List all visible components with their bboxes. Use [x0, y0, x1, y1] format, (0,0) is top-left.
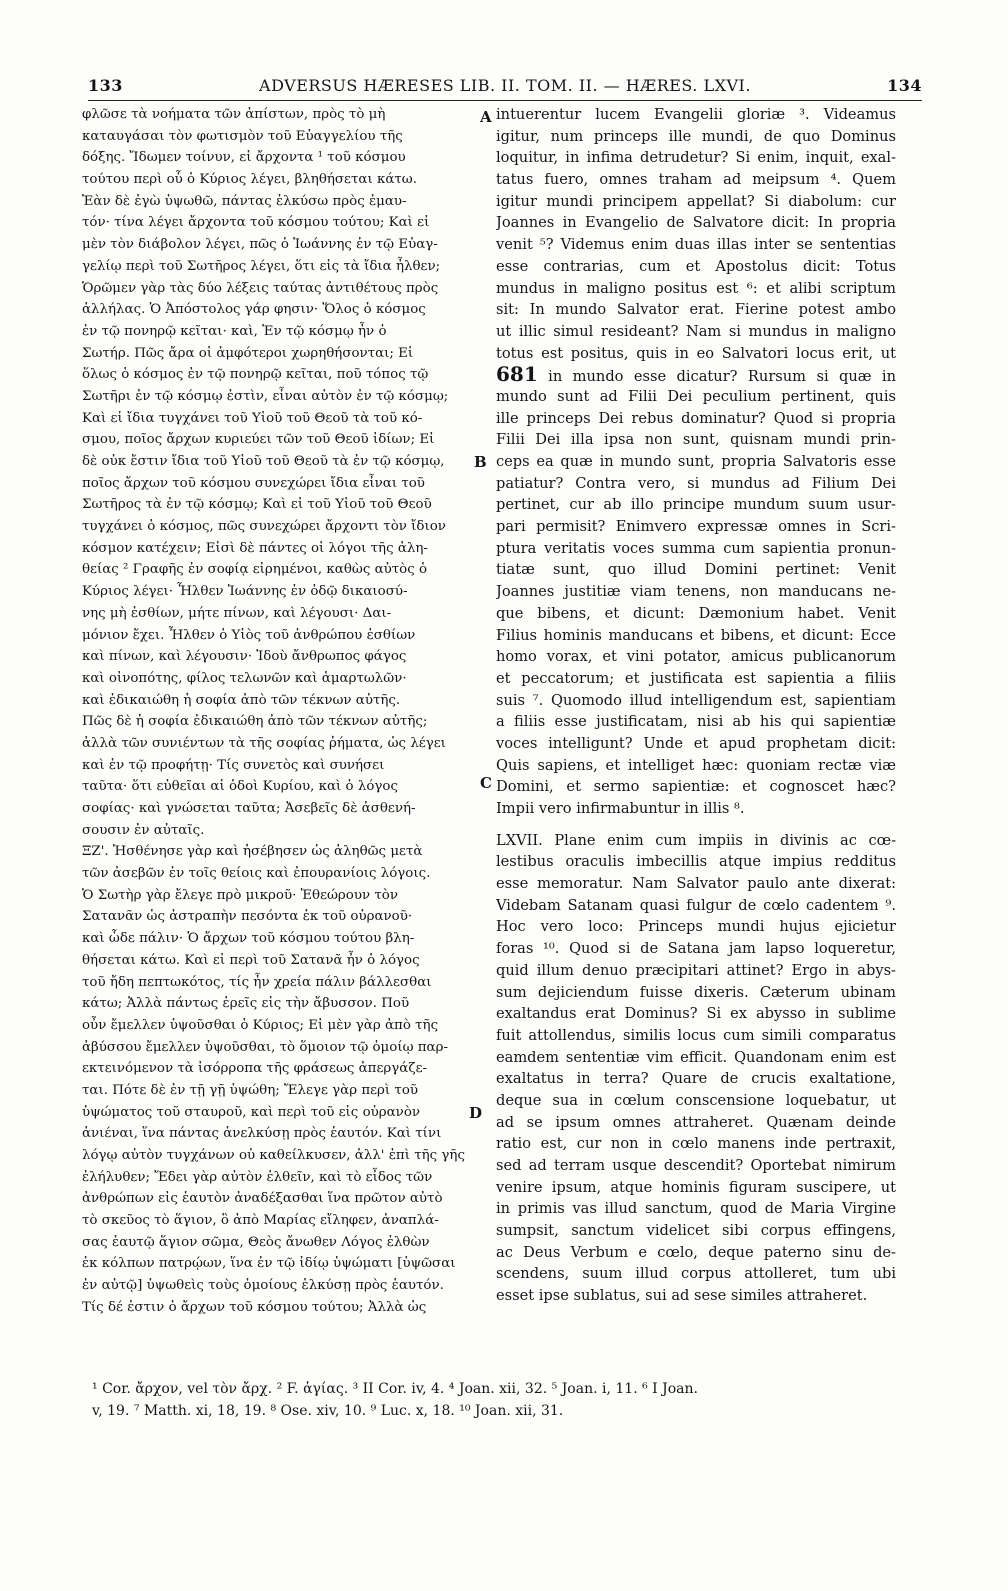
latin-line: in primis vas illud sanctum, quod de Maria Virgine	[496, 1200, 896, 1218]
greek-line: Τίς δέ ἐστιν ὁ ἄρχων τοῦ κόσμου τούτου; Ἀλλὰ ὡς	[82, 1299, 427, 1315]
latin-line: exaltatus in terra? Quare de crucis exaltatione,	[496, 1070, 896, 1088]
greek-line: καὶ ὧδε πάλιν· Ὁ ἄρχων τοῦ κόσμου τούτου βλη-	[82, 931, 415, 947]
latin-line: quid illum denuo præcipitari attinet? Ergo in abys-	[496, 961, 896, 979]
greek-line: κάτω; Ἀλλὰ πάντως ἐρεῖς εἰς τὴν ἄβυσσον. Ποῦ	[82, 996, 410, 1012]
greek-line: καὶ οἰνοπότης, φίλος τελωνῶν καὶ ἁμαρτωλῶν·	[82, 670, 407, 686]
header-rule	[88, 100, 922, 101]
latin-line: sit: In mundo Salvator erat. Fierine potest ambo	[496, 301, 896, 319]
latin-line: esse memoratur. Nam Salvator paulo ante dixerat:	[496, 875, 896, 893]
greek-line: λόγῳ αὐτὸν τυγχάνων οὐ καθείλκυσεν, ἀλλ' ἐπὶ τῆς γῆς	[82, 1148, 465, 1163]
greek-line: Σωτῆρι ἐν τῷ κόσμῳ ἐστὶν, εἶναι αὐτὸν ἐν τῷ κόσμῳ;	[82, 388, 449, 404]
latin-line: ceps ea quæ in mundo sunt, propria Salvatoris esse	[496, 453, 896, 470]
latin-line: que bibens, et dicunt: Dæmonium habet. Venit	[496, 604, 896, 622]
latin-line: ille princeps Dei rebus dominatur? Quod si propria	[496, 409, 896, 427]
latin-line: patiatur? Contra vero, si mundus ad Filium Dei	[496, 474, 896, 492]
greek-line: ὑψώματος τοῦ σταυροῦ, καὶ περὶ τοῦ εἰς οὐρανὸν	[82, 1104, 421, 1120]
latin-line: pari permisit? Enimvero expressæ omnes in Scri-	[496, 518, 896, 536]
greek-line: Σωτῆρος τὰ ἐν τῷ κόσμῳ; Καὶ εἰ τοῦ Υἱοῦ τοῦ Θεοῦ	[82, 497, 432, 513]
latin-line: tatus fuero, omnes traham ad meipsum ⁴. Quem	[496, 171, 896, 189]
latin-line: Domini, et sermo sapientiæ: et cognoscet hæc?	[496, 778, 896, 796]
latin-line: exaltandus erat Dominus? Si ex abysso in sublime	[496, 1005, 896, 1023]
latin-line: igitur, num princeps ille mundi, de quo Dominus	[496, 127, 896, 145]
latin-line: ptura veritatis voces summa cum sapientia pronun-	[496, 539, 896, 557]
latin-line: homo vorax, et vini potator, amicus publicanorum	[496, 648, 896, 666]
latin-line: Quis sapiens, et intelliget hæc: quoniam rectæ viæ	[496, 756, 896, 774]
latin-line: Filius hominis manducans et bibens, et dicunt: Ecce	[496, 626, 896, 644]
margin-letter-b: B	[474, 453, 487, 471]
latin-line: et peccatorum; et justificata est sapientia a filiis	[496, 669, 896, 687]
greek-line: φλῶσε τὰ νοήματα τῶν ἀπίστων, πρὸς τὸ μὴ	[82, 107, 386, 122]
greek-line: τυγχάνει ὁ κόσμος, πῶς συνεχώρει ἄρχοντι τὸν ἴδιον	[82, 519, 446, 535]
greek-line: ἀλλήλας. Ὁ Ἀπόστολος γάρ φησιν· Ὅλος ὁ κόσμος	[82, 302, 426, 318]
greek-line: δόξης. Ἴδωμεν τοίνυν, εἰ ἄρχοντα ¹ τοῦ κόσμου	[82, 150, 406, 166]
latin-line: Hoc vero loco: Princeps mundi hujus ejicietur	[496, 918, 896, 936]
latin-line: mundus in maligno positus est ⁶: et alibi scriptum	[496, 279, 896, 297]
latin-line: sumpsit, sanctum videlicet sibi corpus effingens,	[496, 1222, 896, 1240]
latin-line: ratio est, cur non in cœlo manens inde pertraxit,	[496, 1135, 896, 1153]
margin-letter-a: A	[480, 108, 492, 126]
greek-line: γελίῳ περὶ τοῦ Σωτῆρος λέγει, ὅτι εἰς τὰ ἴδια ἦλθεν;	[82, 258, 441, 274]
greek-line: ἐλήλυθεν; Ἔδει γὰρ αὐτὸν ἐλθεῖν, καὶ τὸ εἶδος τῶν	[82, 1169, 433, 1185]
greek-line: ἀνιέναι, ἵνα πάντας ἀνελκύσῃ πρὸς ἑαυτόν. Καὶ τίνι	[82, 1126, 442, 1142]
latin-line: mundo sunt ad Filii Dei peculium pertinent, quis	[496, 387, 896, 405]
latin-line: ut illic simul resideant? Nam si mundus in maligno	[496, 322, 896, 340]
running-head	[88, 76, 922, 100]
latin-line: eamdem sententiæ vim efficit. Quandonam enim est	[496, 1048, 896, 1066]
latin-line: Joannes in Evangelio de Salvatore dicit: In propria	[496, 214, 896, 232]
greek-line: ποῖος ἄρχων τοῦ κόσμου συνεχώρει ἴδια εἶναι τοῦ	[82, 475, 425, 491]
latin-line: pertinet, cur ab illo principe mundum suum usur-	[496, 496, 896, 514]
greek-column	[82, 104, 488, 1319]
margin-letter-d: D	[469, 1104, 483, 1122]
latin-line: igitur mundi principem appellat? Si diabolum: cur	[496, 192, 896, 210]
greek-line: Σατανᾶν ὡς ἀστραπὴν πεσόντα ἐκ τοῦ οὐρανοῦ·	[82, 909, 413, 925]
latin-line: venire ipsum, atque hominis figuram suscipere, ut	[496, 1178, 896, 1196]
greek-line: ταῦτα· ὅτι εὐθεῖαι αἱ ὁδοὶ Κυρίου, καὶ ὁ λόγος	[82, 779, 398, 795]
latin-line: ad se ipsum omnes attraheret. Quænam deinde	[496, 1113, 896, 1131]
greek-line: σοφίας· καὶ γνώσεται ταῦτα; Ἀσεβεῖς δὲ ἀσθενή-	[82, 801, 416, 816]
latin-line: foras ¹⁰. Quod si de Satana jam lapso loqueretur,	[496, 940, 896, 958]
latin-line: esse contrarias, cum et Apostolus dicit: Totus	[496, 257, 896, 275]
greek-line: σας ἑαυτῷ ἅγιον σῶμα, Θεὸς ἄνωθεν Λόγος ἐλθὼν	[82, 1234, 430, 1250]
latin-line: tiatæ sunt, quo illud Domini pertinet: Venit	[496, 561, 896, 579]
greek-line: Ὁ Σωτὴρ γὰρ ἔλεγε πρὸ μικροῦ· Ἐθεώρουν τὸν	[82, 887, 399, 903]
greek-line: Πῶς δὲ ἡ σοφία ἐδικαιώθη ἀπὸ τῶν τέκνων αὐτῆς;	[82, 714, 428, 730]
greek-line: τούτου περὶ οὗ ὁ Κύριος λέγει, βληθήσεται κάτω.	[82, 172, 417, 188]
greek-line: καὶ ἐδικαιώθη ἡ σοφία ἀπὸ τῶν τέκνων αὐτῆς.	[82, 692, 401, 708]
greek-line: σουσιν ἐν αὐταῖς.	[82, 822, 205, 838]
greek-line: ται. Πότε δὲ ἐν τῇ γῇ ὑψώθη; Ἔλεγε γὰρ περὶ τοῦ	[82, 1082, 419, 1098]
latin-line: LXVII. Plane enim cum impiis in divinis ac cœ-	[496, 831, 896, 849]
latin-line: venit ⁵? Videmus enim duas illas inter se sententias	[496, 236, 896, 254]
latin-line: Filii Dei illa ipsa non sunt, quisnam mundi prin-	[496, 431, 896, 449]
greek-line: ἀλλὰ τῶν συνιέντων τὰ τῆς σοφίας ῥήματα, ὡς λέγει	[82, 735, 446, 751]
latin-line: ac Deus Verbum e cœlo, deque paterno sinu de-	[496, 1243, 896, 1261]
greek-line: Ὁρῶμεν γὰρ τὰς δύο λέξεις ταύτας ἀντιθέτους πρὸς	[82, 280, 439, 296]
running-title: ADVERSUS HÆRESES LIB. II. TOM. II. — HÆRES. LXVI.	[259, 76, 751, 95]
latin-line: intuerentur lucem Evangelii gloriæ ³. Videamus	[496, 106, 896, 123]
footnotes	[92, 1378, 918, 1422]
greek-line: Κύριος λέγει· Ἦλθεν Ἰωάννης ἐν ὁδῷ δικαιοσύ-	[82, 584, 408, 600]
greek-line: κόσμον κατέχειν; Εἰσὶ δὲ πάντες οἱ λόγοι τῆς ἀλη-	[82, 540, 428, 556]
latin-line: a filiis esse justificatam, nisi ab his qui sapientiæ	[496, 713, 896, 731]
greek-line: καταυγάσαι τὸν φωτισμὸν τοῦ Εὐαγγελίου τῆς	[82, 128, 403, 144]
greek-line: θείας ² Γραφῆς ἐν σοφίᾳ εἰρημένοι, καθὼς αὐτὸς ὁ	[82, 562, 428, 578]
latin-line: loquitur, in infima detrudetur? Si enim, inquit, exal-	[496, 149, 896, 167]
latin-line: Joannes justitiæ viam tenens, non manducans ne-	[496, 583, 896, 601]
column-number: 681	[496, 364, 538, 386]
greek-line: ἀνθρώπων εἰς ἑαυτὸν ἀναδέξασθαι ἵνα πρῶτον αὐτὸ	[82, 1191, 443, 1207]
greek-line: ὅλως ὁ κόσμος ἐν τῷ πονηρῷ κεῖται, ποῦ τόπος τῷ	[82, 367, 429, 383]
latin-line: lestibus oraculis imbecillis atque impius redditus	[496, 853, 896, 871]
greek-line: μὲν τὸν διάβολον λέγει, πῶς ὁ Ἰωάννης ἐν τῷ Εὐαγ-	[82, 237, 438, 253]
footnote-line: v, 19. ⁷ Matth. xi, 18, 19. ⁸ Ose. xiv, 10. ⁹ Luc. x, 18. ¹⁰ Joan. xii, 31.	[92, 1403, 564, 1419]
greek-line: οὖν ἔμελλεν ὑψοῦσθαι ὁ Κύριος; Εἰ μὲν γὰρ ἀπὸ τῆς	[82, 1017, 439, 1033]
greek-line: δὲ οὐκ ἔστιν ἴδια τοῦ Υἱοῦ τοῦ Θεοῦ τὰ ἐν τῷ κόσμῳ,	[82, 454, 445, 469]
latin-line-text: in mundo esse dicatur? Rursum si quæ in	[537, 368, 896, 386]
page-number-right: 134	[887, 76, 922, 95]
latin-line: Impii vero infirmabuntur in illis ⁸.	[496, 800, 745, 817]
greek-line: καὶ ἐν τῷ προφήτῃ· Τίς συνετὸς καὶ συνήσει	[82, 757, 385, 773]
page-number-left: 133	[88, 76, 123, 95]
margin-letter-c: C	[480, 774, 492, 792]
greek-line: τόν· τίνα λέγει ἄρχοντα τοῦ κόσμου τούτου; Καὶ εἰ	[82, 215, 430, 231]
greek-line: σμου, ποῖος ἄρχων κυριεύει τῶν τοῦ Θεοῦ ἰδίων; Εἰ	[82, 432, 435, 448]
latin-line: voces intelligunt? Unde et apud prophetam dicit:	[496, 734, 896, 752]
greek-line: τοῦ ἤδη πεπτωκότος, τίς ἦν χρεία πάλιν βάλλεσθαι	[82, 974, 432, 990]
latin-line: sed ad terram usque descendit? Oportebat nimirum	[496, 1157, 896, 1174]
latin-line: sum dejiciendum fuisse dixeris. Cæterum ubinam	[496, 983, 896, 1001]
greek-line: ΞΖ'. Ἠσθένησε γὰρ καὶ ἠσέβησεν ὡς ἀληθῶς μετὰ	[82, 844, 423, 860]
latin-line: suis ⁷. Quomodo illud intelligendum est, sapientiam	[496, 691, 896, 709]
greek-line: ἐκ κόλπων πατρῴων, ἵνα ἐν τῷ ἰδίῳ ὑψώματι [ὑψῶσαι	[82, 1256, 456, 1272]
latin-line: scendens, suum illud corpus attolleret, tum ubi	[496, 1265, 896, 1283]
greek-line: θήσεται κάτω. Καὶ εἰ περὶ τοῦ Σατανᾶ ἦν ὁ λόγος	[82, 952, 420, 968]
greek-line: τῶν ἀσεβῶν ἐν τοῖς θείοις καὶ ἐπουρανίοις λόγοις.	[82, 866, 431, 882]
latin-line: fuit attollendus, similis locus cum simili comparatus	[496, 1026, 896, 1044]
greek-line: εκτεινόμενον τὰ ἰσόρροπα τῆς φράσεως ἀπεργάζε-	[82, 1061, 428, 1077]
latin-column	[496, 104, 896, 1307]
greek-line: ἐν τῷ πονηρῷ κεῖται· καὶ, Ἐν τῷ κόσμῳ ἦν ὁ	[82, 323, 387, 339]
latin-line: totus est positus, quis in eo Salvatori locus erit, ut	[496, 344, 896, 362]
latin-line	[496, 364, 896, 386]
paragraph-gap	[496, 820, 896, 830]
greek-line: Σωτήρ. Πῶς ἄρα οἱ ἀμφότεροι χωρηθήσονται; Εἰ	[82, 345, 414, 361]
latin-line: Videbam Satanam quasi fulgur de cœlo cadentem ⁹.	[496, 896, 896, 914]
greek-line: Ἐὰν δὲ ἐγὼ ὑψωθῶ, πάντας ἑλκύσω πρὸς ἐμαυ-	[82, 193, 407, 209]
greek-line: μόνιον ἔχει. Ἦλθεν ὁ Υἱὸς τοῦ ἀνθρώπου ἐσθίων	[82, 627, 416, 643]
latin-line: deque sua in cœlum conscensione loquebatur, ut	[496, 1091, 896, 1109]
greek-line: καὶ πίνων, καὶ λέγουσιν· Ἰδοὺ ἄνθρωπος φάγος	[82, 649, 407, 665]
greek-line: νης μὴ ἐσθίων, μήτε πίνων, καὶ λέγουσι· Δαι-	[82, 605, 392, 621]
latin-line: esset ipse sublatus, sui ad sese similes attraheret.	[496, 1287, 868, 1305]
greek-line: ἐν αὐτῷ] ὑψωθεὶς τοὺς ὁμοίους ἑλκύσῃ πρὸς ἑαυτόν.	[82, 1278, 444, 1294]
footnote-line: ¹ Cor. ἄρχον, vel τὸν ἄρχ. ² F. ἁγίας. ³ II Cor. iv, 4. ⁴ Joan. xii, 32. ⁵ Joan. i, 11. ⁶ I Joan.	[92, 1381, 698, 1397]
greek-line: Καὶ εἰ ἴδια τυγχάνει τοῦ Υἱοῦ τοῦ Θεοῦ τὰ τοῦ κό-	[82, 410, 423, 426]
greek-line: τὸ σκεῦος τὸ ἅγιον, ὃ ἀπὸ Μαρίας εἴληφεν, ἀναπλά-	[82, 1213, 439, 1229]
greek-line: ἀβύσσου ἔμελλεν ὑψοῦσθαι, τὸ ὅμοιον τῷ ὁμοίῳ παρ-	[82, 1039, 448, 1055]
